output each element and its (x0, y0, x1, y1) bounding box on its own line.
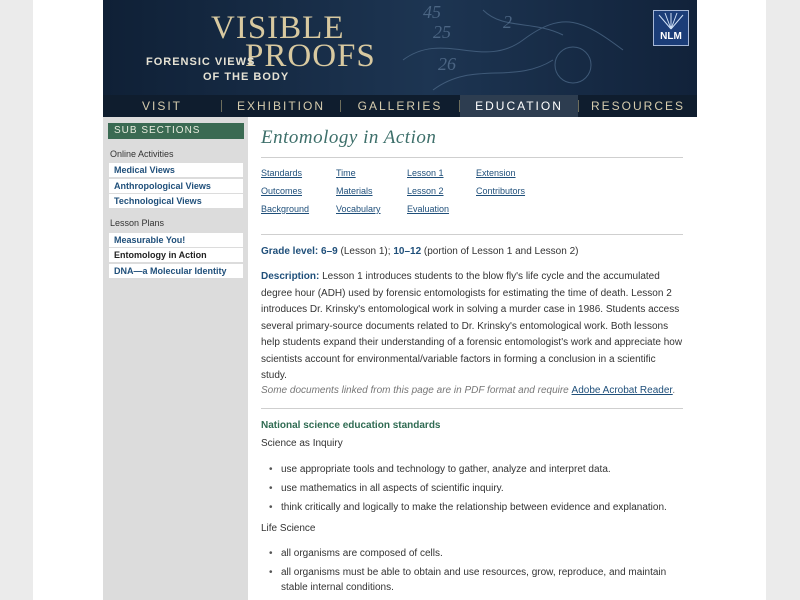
list-item (269, 546, 679, 561)
inquiry-bullet-2: use mathematics in all aspects of scientific inquiry. (281, 483, 504, 494)
grade-range-b: 10–12 (393, 246, 422, 257)
sidebar (103, 117, 248, 600)
description (261, 269, 683, 385)
life-bullet-1: all organisms are composed of cells. (281, 548, 443, 559)
bullet-icon: • (269, 464, 273, 475)
nav-exhibition[interactable]: EXHIBITION (236, 99, 325, 113)
sidebar-item-medical-views[interactable]: Medical Views (109, 163, 243, 177)
section-divider (261, 408, 683, 409)
site-title-line2: PROOFS (245, 38, 376, 74)
bullet-icon: • (269, 548, 273, 559)
toc-background[interactable]: Background (261, 204, 310, 214)
description-label: Description: (261, 271, 320, 282)
sidebar-item-entomology-in-action[interactable]: Entomology in Action (109, 248, 243, 262)
site-banner[interactable] (103, 0, 697, 95)
grade-range-b-note: (portion of Lesson 1 and Lesson 2) (421, 246, 579, 257)
acrobat-reader-link[interactable]: Adobe Acrobat Reader (571, 385, 673, 396)
nlm-logo-text: NLM (660, 31, 682, 42)
nav-galleries[interactable]: GALLERIES (357, 99, 443, 113)
bullet-icon: • (269, 483, 273, 494)
bullet-icon: • (269, 567, 273, 578)
svg-text:25: 25 (433, 22, 451, 42)
toc-lesson-1[interactable]: Lesson 1 (407, 168, 444, 178)
list-item (269, 565, 679, 595)
life-bullet-2: all organisms must be able to obtain and use resources, grow, reproduce, and maintain stable internal conditions. (281, 567, 667, 593)
toc-standards[interactable]: Standards (261, 168, 303, 178)
standards-heading: National science education standards (261, 420, 441, 431)
inquiry-heading: Science as Inquiry (261, 438, 343, 449)
main-nav (103, 95, 697, 117)
grade-label: Grade level: (261, 246, 319, 257)
site-subtitle-line2: OF THE BODY (203, 71, 290, 83)
sidebar-item-measurable-you[interactable]: Measurable You! (109, 233, 243, 247)
grade-level (261, 244, 683, 261)
pdf-note-text: Some documents linked from this page are in PDF format and require (261, 385, 572, 396)
sidebar-item-anthropological-views[interactable]: Anthropological Views (109, 179, 243, 193)
grade-range-a: 6–9 (321, 246, 338, 257)
toc-outcomes[interactable]: Outcomes (261, 186, 303, 196)
inquiry-bullet-3: think critically and logically to make the relationship between evidence and explanation. (281, 502, 667, 513)
toc-evaluation[interactable]: Evaluation (407, 204, 450, 214)
pdf-note (261, 383, 683, 400)
svg-text:45: 45 (423, 2, 441, 22)
toc-lesson-2[interactable]: Lesson 2 (407, 186, 444, 196)
site-subtitle-line1: FORENSIC VIEWS (146, 56, 256, 68)
nav-resources[interactable]: RESOURCES (590, 99, 685, 113)
svg-text:26: 26 (438, 54, 456, 74)
toc-extension[interactable]: Extension (476, 168, 516, 178)
grade-range-a-note: (Lesson 1); (337, 246, 394, 257)
title-divider (261, 157, 683, 158)
toc-divider (261, 234, 683, 235)
toc-time[interactable]: Time (336, 168, 356, 178)
list-item (269, 462, 679, 477)
nav-education[interactable]: EDUCATION (460, 95, 578, 117)
sidebar-item-technological-views[interactable]: Technological Views (109, 194, 243, 208)
bullet-icon: • (269, 502, 273, 513)
nav-visit[interactable]: VISIT (141, 99, 182, 113)
svg-text:2: 2 (503, 12, 512, 32)
page-title: Entomology in Action (261, 127, 437, 148)
sidebar-group-lesson-plans: Lesson Plans (110, 218, 165, 228)
list-item (269, 481, 679, 496)
toc-materials[interactable]: Materials (336, 186, 373, 196)
sidebar-item-dna-molecular-identity[interactable]: DNA—a Molecular Identity (109, 264, 243, 278)
banner-decoration (103, 0, 697, 95)
inquiry-bullet-1: use appropriate tools and technology to gather, analyze and interpret data. (281, 464, 611, 475)
toc-vocabulary[interactable]: Vocabulary (336, 204, 381, 214)
pdf-note-end: . (672, 385, 676, 396)
list-item (269, 500, 679, 515)
toc-contributors[interactable]: Contributors (476, 186, 526, 196)
description-text: Lesson 1 introduces students to the blow fly's life cycle and the accumulated degree hour (ADH) used by forensic entomologists for estimating the time of death. Lesson 2 introduces Dr. Krinsky's entomological work in solving a murder case in 1986. Students access several primary-source documents related to Dr. Krinsky's entomological work. Both lessons help students expand their understanding of a forensic entomologist's work and appreciate how scientists account for environmental/variable factors in forming a conclusion in a scientific study. (261, 271, 683, 381)
site-title-line1: VISIBLE (211, 10, 345, 46)
sidebar-group-online-activities: Online Activities (110, 149, 174, 159)
nlm-logo[interactable] (653, 10, 689, 46)
subsections-header: SUB SECTIONS (108, 123, 244, 139)
page-wrapper (33, 0, 766, 600)
life-science-heading: Life Science (261, 523, 316, 534)
